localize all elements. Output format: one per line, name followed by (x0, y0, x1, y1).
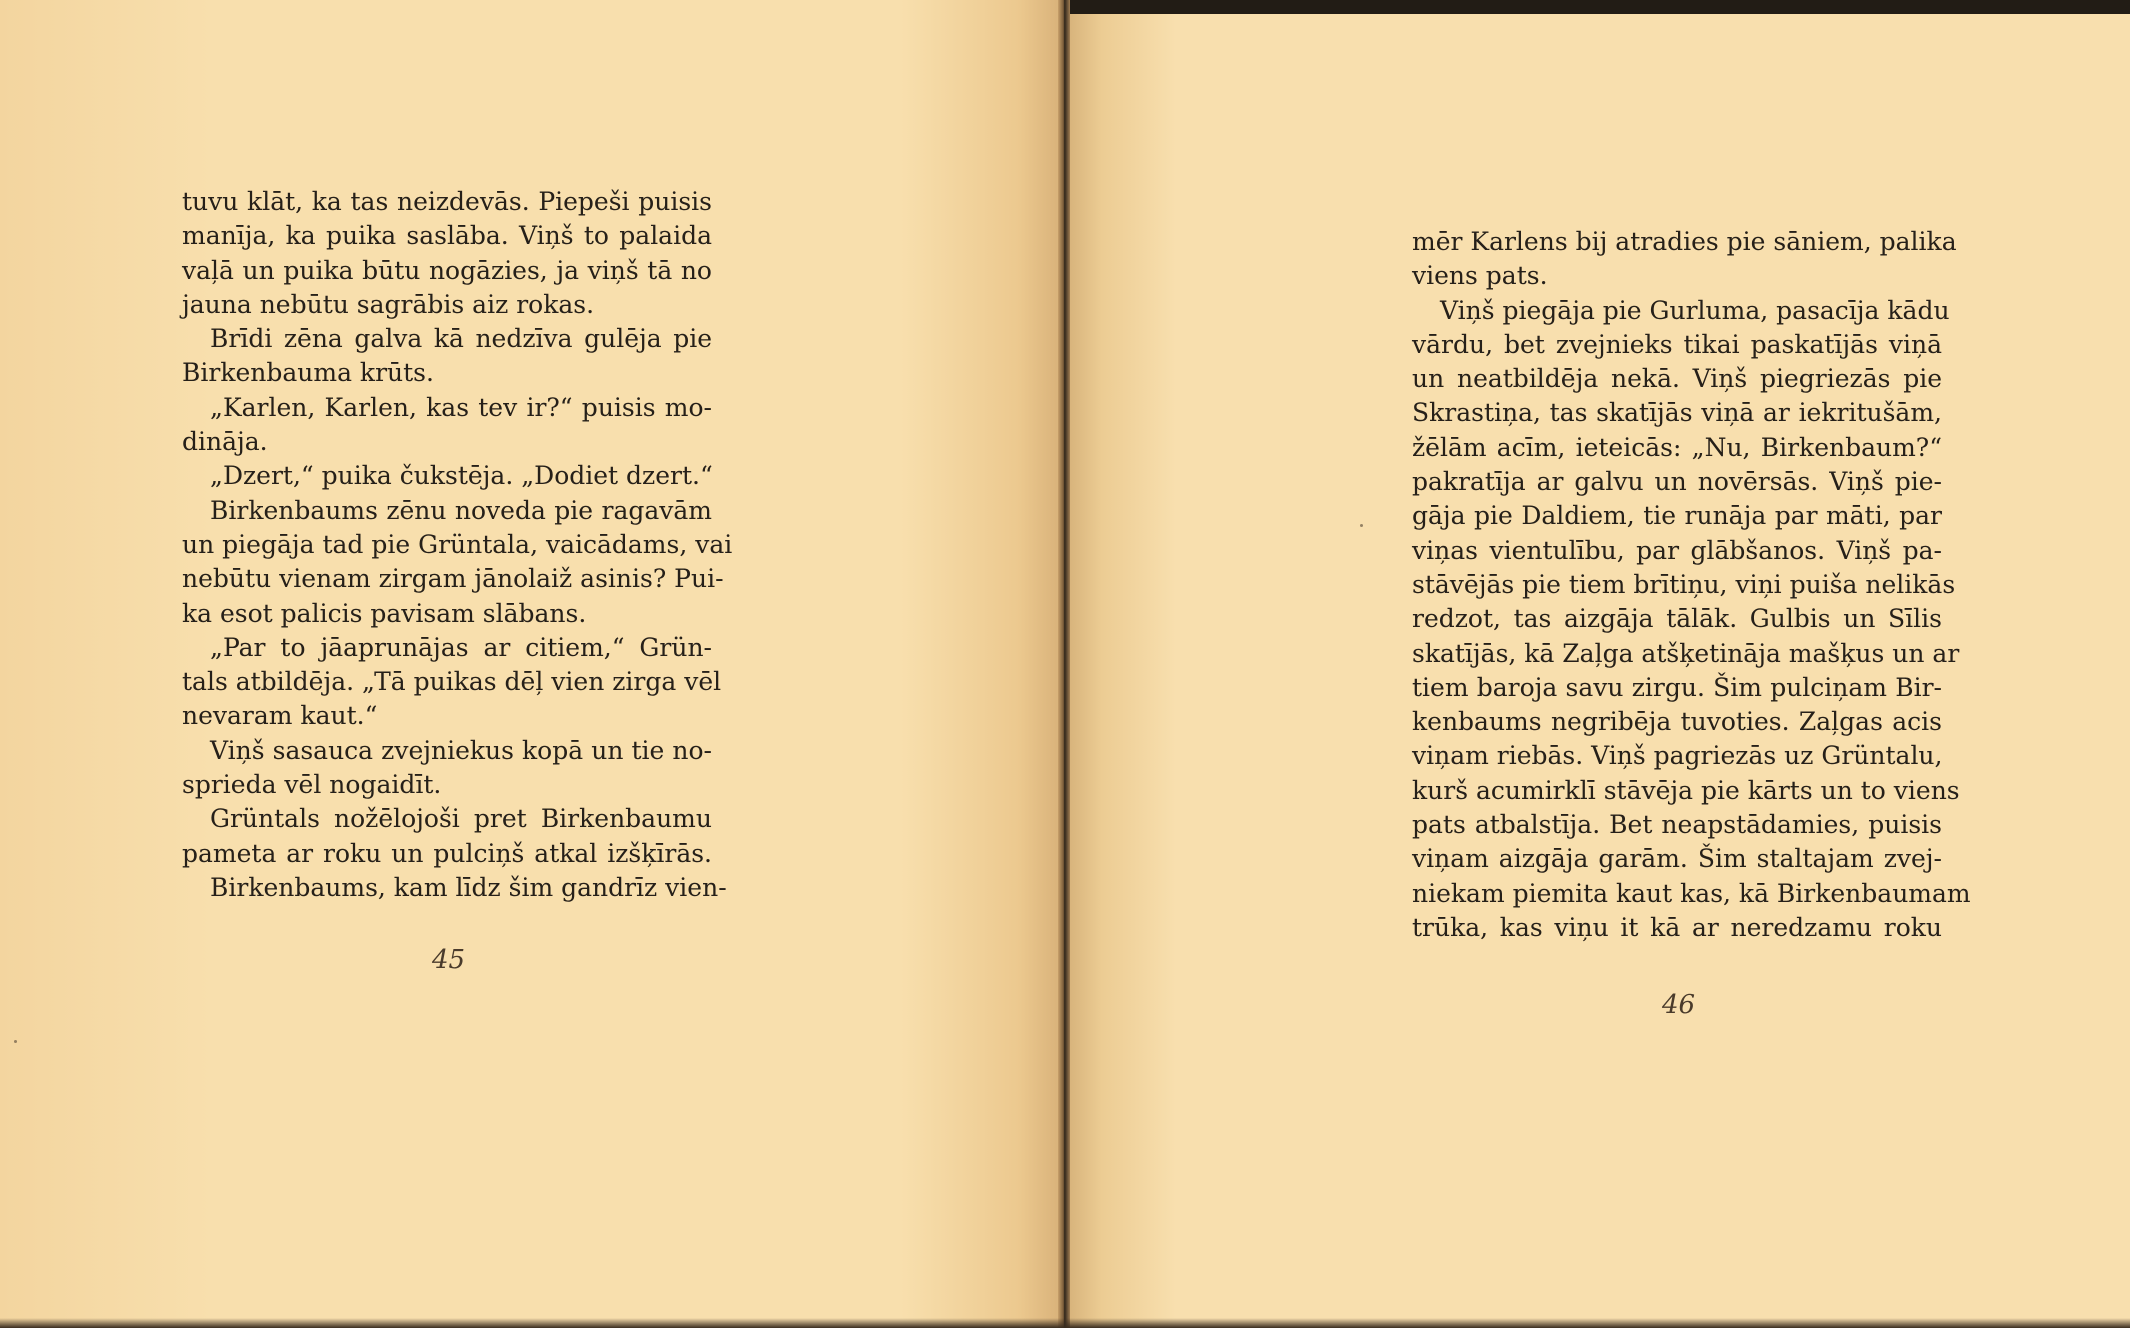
text-line: viņas vientulību, par glābšanos. Viņš pa- (1412, 535, 1942, 565)
text-line: trūka, kas viņu it kā ar neredzamu roku (1412, 912, 1942, 942)
text-line: kenbaums negribēja tuvoties. Zaļgas acis (1412, 707, 1942, 737)
book-gutter (1058, 0, 1070, 1328)
text-line: Viņš piegāja pie Gurluma, pasacīja kādu (1440, 295, 1950, 325)
text-line: un neatbildēja nekā. Viņš piegriezās pie (1412, 364, 1942, 394)
text-line: tuvu klāt, ka tas neizdevās. Piepeši puisis (182, 187, 712, 216)
right-page-number: 46 (1662, 990, 1696, 1020)
text-line: dināja. (182, 427, 268, 457)
text-line: nevaram kaut.“ (182, 701, 378, 731)
text-line: mēr Karlens bij atradies pie sāniem, palika (1412, 227, 1957, 256)
text-line: Grüntals nožēlojoši pret Birkenbaumu (210, 804, 712, 834)
text-line: redzot, tas aizgāja tālāk. Gulbis un Sīlis (1412, 604, 1942, 634)
text-line: „Karlen, Karlen, kas tev ir?“ puisis mo- (210, 392, 712, 422)
text-line: Viņš sasauca zvejniekus kopā un tie no- (210, 735, 712, 765)
text-line: „Dzert,“ puika čukstēja. „Dodiet dzert.“ (210, 461, 713, 491)
text-line: pakratīja ar galvu un novērsās. Viņš pie- (1412, 467, 1942, 497)
text-line: Birkenbaums, kam līdz šim gandrīz vien- (210, 872, 727, 902)
text-line: pameta ar roku un pulciņš atkal izšķīrās. (182, 838, 712, 868)
text-line: sprieda vēl nogaidīt. (182, 770, 442, 800)
text-line: kurš acumirklī stāvēja pie kārts un to viens (1412, 775, 1960, 805)
text-line: un piegāja tad pie Grüntala, vaicādams, vai (182, 529, 733, 559)
text-line: pats atbalstīja. Bet neapstādamies, puisis (1412, 810, 1942, 840)
left-page (0, 0, 1062, 1328)
text-line: Birkenbauma krūts. (182, 358, 434, 388)
left-page-text (182, 185, 733, 905)
paper-speck (14, 1040, 17, 1043)
text-line: Birkenbaums zēnu noveda pie ragavām (210, 495, 712, 525)
text-line: stāvējās pie tiem brītiņu, viņi puiša nelikās (1412, 569, 1956, 599)
text-line: jauna nebūtu sagrābis aiz rokas. (182, 289, 595, 319)
paper-speck (1360, 524, 1363, 527)
text-line: Brīdi zēna galva kā nedzīva gulēja pie (210, 324, 712, 354)
text-line: viens pats. (1412, 261, 1548, 291)
page-bottom-edge (0, 1318, 2130, 1328)
text-line: skatījās, kā Zaļga atšķetināja mašķus un ar (1412, 638, 1960, 668)
text-line: Skrastiņa, tas skatījās viņā ar iekritušām, (1412, 398, 1942, 428)
text-line: nebūtu vienam zirgam jānolaiž asinis? Pui- (182, 564, 724, 594)
right-page-text (1412, 225, 1971, 945)
text-line: vārdu, bet zvejnieks tikai paskatījās viņā (1412, 329, 1942, 359)
text-line: tals atbildēja. „Tā puikas dēļ vien zirga vēl (182, 667, 722, 697)
text-line: tiem baroja savu zirgu. Šim pulciņam Bir- (1412, 672, 1942, 702)
text-line: ka esot palicis pavisam slābans. (182, 598, 587, 628)
left-page-number: 45 (432, 945, 466, 975)
text-line: niekam piemita kaut kas, kā Birkenbaumam (1412, 878, 1971, 908)
text-line: manīja, ka puika saslāba. Viņš to palaida (182, 221, 712, 251)
text-line: „Par to jāaprunājas ar citiem,“ Grün- (210, 632, 712, 662)
text-line: viņam aizgāja garām. Šim staltajam zvej- (1412, 844, 1942, 874)
text-line: viņam riebās. Viņš pagriezās uz Grüntalu, (1412, 741, 1943, 771)
text-line: vaļā un puika būtu nogāzies, ja viņš tā no (182, 255, 712, 285)
text-line: gāja pie Daldiem, tie runāja par māti, par (1412, 501, 1942, 531)
text-line: žēlām acīm, ieteicās: „Nu, Birkenbaum?“ (1412, 432, 1942, 462)
right-page (1068, 14, 2130, 1328)
